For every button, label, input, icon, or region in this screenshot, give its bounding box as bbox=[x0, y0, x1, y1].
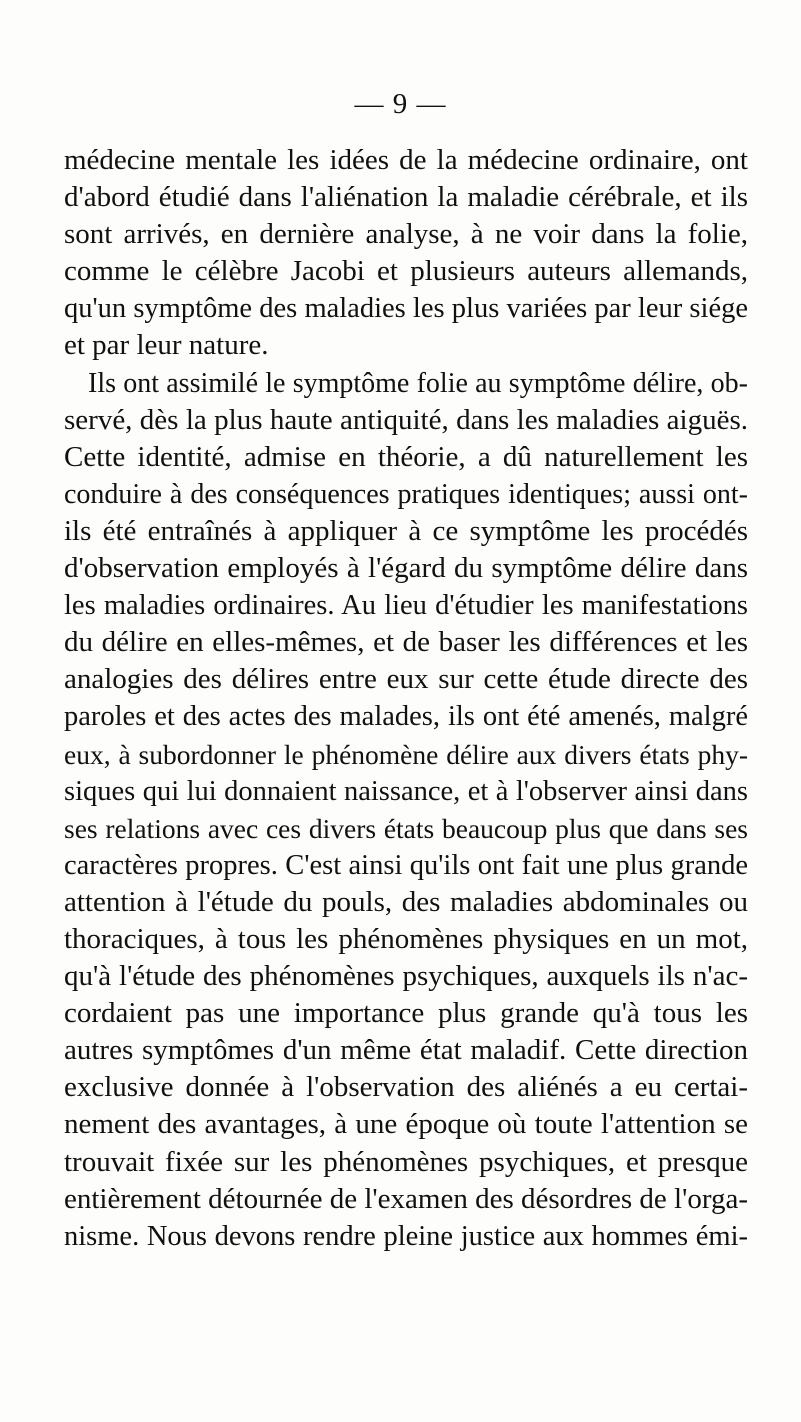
text-line: ils été entraînés à appliquer à ce symptôme les procédés bbox=[64, 514, 748, 547]
text-line: cordaient pas une importance plus grande qu'à tous les bbox=[64, 997, 748, 1030]
text-line: caractères propres. C'est ainsi qu'ils ont fait une plus grande bbox=[64, 849, 748, 881]
text-line: attention à l'étude du pouls, des maladies abdominales ou bbox=[64, 885, 748, 918]
text-line: eux, à subordonner le phénomène délire aux divers états phy- bbox=[64, 738, 748, 770]
text-line: d'observation employés à l'égard du symptôme délire dans bbox=[64, 552, 748, 585]
text-line: trouvait fixée sur les phénomènes psychiques, et presque bbox=[64, 1145, 748, 1178]
text-line: Cette identité, admise en théorie, a dû naturellement les bbox=[64, 440, 748, 473]
text-line: ses relations avec ces divers états beaucoup plus que dans ses bbox=[64, 812, 748, 844]
text-line: d'abord étudié dans l'aliénation la maladie cérébrale, et ils bbox=[64, 181, 748, 214]
body-text bbox=[64, 142, 748, 1255]
text-line: nement des avantages, à une époque où toute l'attention se bbox=[64, 1108, 748, 1141]
page-number: — 9 — bbox=[354, 88, 447, 120]
text-line: autres symptômes d'un même état maladif. Cette direction bbox=[64, 1034, 748, 1067]
text-line: nisme. Nous devons rendre pleine justice aux hommes émi- bbox=[64, 1220, 748, 1252]
text-line: médecine mentale les idées de la médecine ordinaire, ont bbox=[64, 144, 748, 176]
text-line: paroles et des actes des malades, ils ont été amenés, malgré bbox=[64, 701, 748, 733]
text-line: qu'un symptôme des maladies les plus variées par leur siége bbox=[64, 293, 748, 325]
text-line: thoraciques, à tous les phénomènes physiques en un mot, bbox=[64, 922, 748, 955]
text-line: qu'à l'étude des phénomènes psychiques, auxquels ils n'ac- bbox=[64, 960, 748, 993]
text-line: conduire à des conséquences pratiques identiques; aussi ont- bbox=[64, 478, 748, 510]
text-line: sont arrivés, en dernière analyse, à ne voir dans la folie, bbox=[64, 218, 748, 251]
text-line: servé, dès la plus haute antiquité, dans les maladies aiguës. bbox=[64, 403, 748, 436]
text-line: Ils ont assimilé le symptôme folie au symptôme délire, ob- bbox=[88, 367, 748, 399]
text-line: entièrement détournée de l'examen des désordres de l'orga- bbox=[64, 1182, 748, 1215]
text-line: et par leur nature. bbox=[64, 329, 269, 362]
text-line: du délire en elles-mêmes, et de baser les différences et les bbox=[64, 626, 748, 659]
text-line: les maladies ordinaires. Au lieu d'étudier les manifestations bbox=[64, 590, 748, 622]
text-line: siques qui lui donnaient naissance, et à l'observer ainsi dans bbox=[64, 775, 748, 807]
text-line: comme le célèbre Jacobi et plusieurs auteurs allemands, bbox=[64, 255, 748, 288]
text-line: analogies des délires entre eux sur cette étude directe des bbox=[64, 663, 748, 696]
text-line: exclusive donnée à l'observation des aliénés a eu certai- bbox=[64, 1071, 748, 1104]
